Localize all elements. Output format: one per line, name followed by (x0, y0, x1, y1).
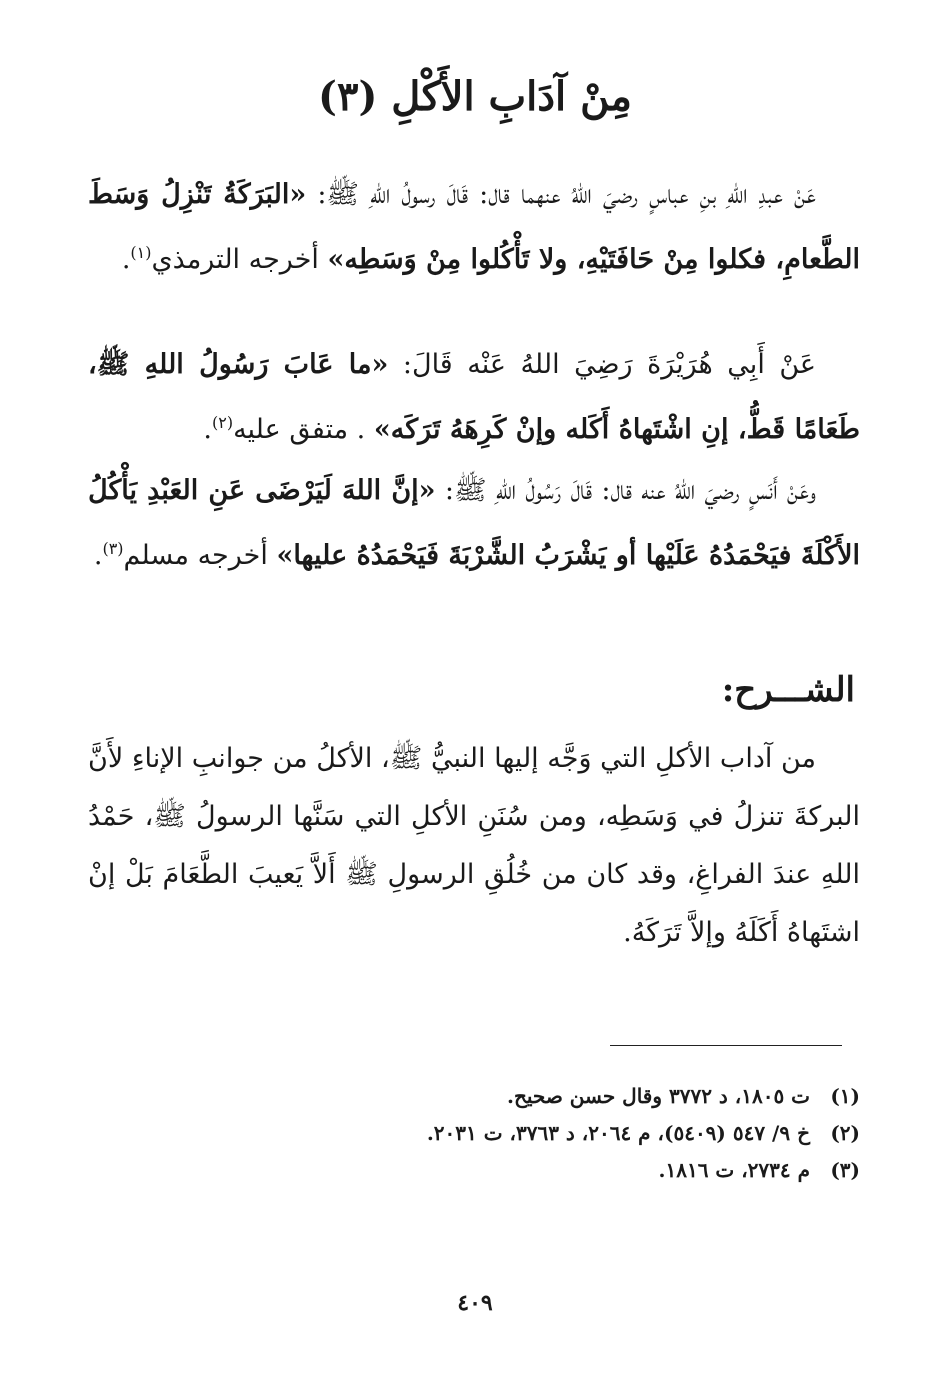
explanation-text: من آداب الأكلِ التي وَجَّه إليها النبيُّ ﷺ، الأكلُ من جوانبِ الإناءِ لأَنَّ البركةَ تنزلُ في وَسَطِه، ومن سُنَنِ الأكلِ التي سَنَّها الرسولُ ﷺ، حَمْدُ اللهِ عندَ الفراغِ، وقد كان من خُلُقِ الرسولِ ﷺ أَلاَّ يَعيبَ الطَّعَامَ بَلْ إنْ اشتَهاهُ أَكَلَهُ وإلاَّ تَرَكَهُ. (88, 743, 860, 948)
hadith-3-quote: «إنَّ اللهَ لَيَرْضَى عَنِ العَبْدِ يَأْكُلُ الأَكْلَةَ فيَحْمَدُهُ عَلَيْها أو يَشْرَبُ الشَّرْبَةَ فَيَحْمَدُهُ عليها» (88, 475, 860, 571)
footnote-item (90, 1078, 860, 1115)
hadith-1-quote: «البَرَكَةُ تَنْزِلُ وَسَطَ الطَّعامِ، فكلوا مِنْ حَافَتَيْهِ، ولا تَأْكُلوا مِنْ وَسَطِه» (88, 179, 860, 275)
hadith-1-end: . (121, 244, 131, 275)
footnote-number: (١) (830, 1084, 860, 1108)
explanation-paragraph (88, 730, 860, 962)
hadith-2-end: . (203, 414, 212, 445)
footnote-number: (٢) (830, 1121, 860, 1145)
hadith-3-end: . (93, 540, 103, 571)
hadith-3 (88, 462, 860, 585)
footnote-text: خ ٩/ ٥٤٧ (٥٤٠٩)، م ٢٠٦٤، د ٣٧٦٣، ت ٢٠٣١. (426, 1121, 810, 1145)
footnote-text: ت ١٨٠٥، د ٣٧٧٢ وقال حسن صحيح. (507, 1084, 810, 1108)
hadith-2-quote: «ما عَابَ رَسُولُ اللهِ ﷺ، طَعَامًا قَطُّ، إنِ اشْتَهاهُ أَكَله وإنْ كَرِهَهُ تَرَكَه» (88, 349, 860, 445)
section-heading: الشـــرح: (721, 670, 855, 710)
footnote-ref-1[interactable]: (١) (130, 243, 152, 262)
hadith-2-source: . متفق عليه (233, 414, 366, 445)
hadith-3-source: أخرجه مسلم (123, 540, 268, 571)
footnote-number: (٣) (830, 1158, 860, 1182)
footnote-ref-2[interactable]: (٢) (211, 413, 234, 432)
footnotes (90, 1078, 860, 1189)
footnote-item (90, 1115, 860, 1152)
hadith-3-intro: وعَنْ أَنَسٍ رضيَ اللهُ عنه قال: قَالَ رَسُولُ اللهِ ﷺ: (444, 475, 816, 506)
page-number: ٤٠٩ (457, 1290, 493, 1316)
hadith-1 (88, 166, 860, 289)
hadith-2-intro: عَنْ أَبِي هُرَيْرَةَ رَضِيَ اللهُ عَنْه قَالَ: (402, 349, 816, 380)
footnote-ref-3[interactable]: (٣) (102, 539, 124, 558)
hadith-1-intro: عَنْ عبدِ اللهِ بنِ عباسٍ رضيَ اللهُ عنهما قال: قَالَ رسولُ اللهِ ﷺ: (317, 179, 816, 210)
page-title: مِنْ آدَابِ الأَكْلِ (٣) (318, 73, 632, 120)
footnote-item (90, 1152, 860, 1189)
hadith-1-source: أخرجه الترمذي (151, 244, 319, 275)
footnote-text: م ٢٧٣٤، ت ١٨١٦. (658, 1158, 810, 1182)
footnote-separator (610, 1045, 842, 1046)
hadith-2 (88, 336, 860, 459)
